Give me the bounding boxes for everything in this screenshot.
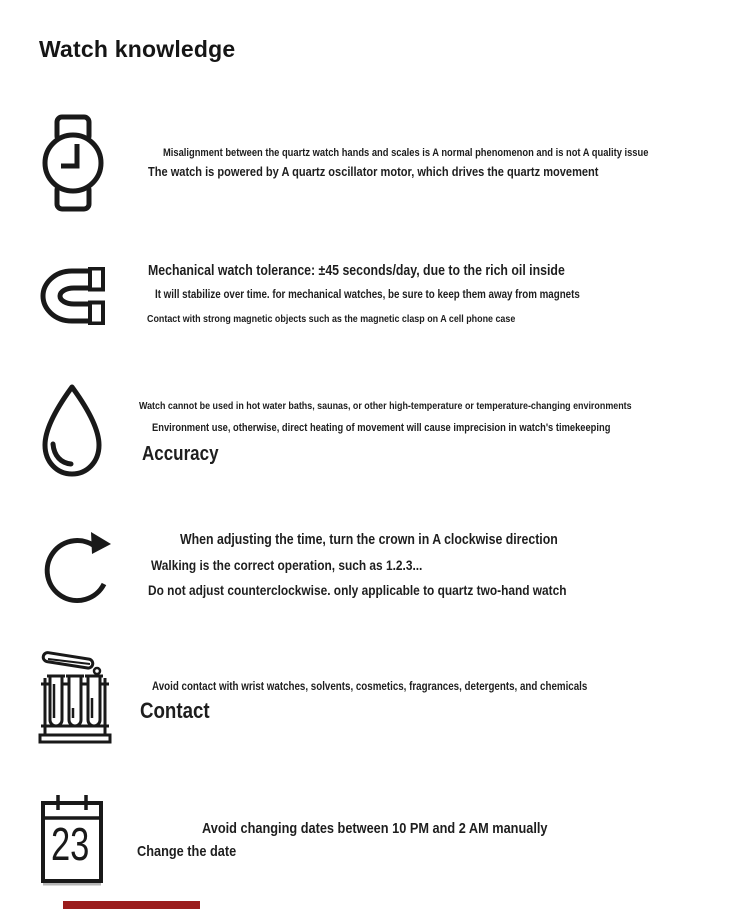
watch-icon (41, 114, 105, 212)
page-title: Watch knowledge (39, 36, 236, 62)
calendar-day-number: 23 (51, 818, 90, 870)
walking-operation-text: Walking is the correct operation, such as 1.2.3... (151, 557, 423, 573)
change-date-label: Change the date (137, 843, 237, 860)
water-drop-icon (40, 383, 104, 478)
chemicals-warning-note: Avoid contact with wrist watches, solvents, cosmetics, fragrances, detergents, and chemicals (152, 681, 588, 693)
test-tubes-icon (38, 646, 112, 744)
partial-red-banner (63, 901, 200, 909)
contact-heading: Contact (140, 698, 210, 723)
magnet-contact-note: Contact with strong magnetic objects such as the magnetic clasp on A cell phone case (147, 313, 516, 325)
tolerance-text: Mechanical watch tolerance: ±45 seconds/day, due to the rich oil inside (148, 263, 565, 279)
hot-water-warning-note: Watch cannot be used in hot water baths, saunas, or other high-temperature or temperature-changing environments (139, 400, 632, 412)
magnet-icon (40, 267, 106, 325)
quartz-movement-text: The watch is powered by A quartz oscillator motor, which drives the quartz movement (148, 164, 599, 179)
clockwise-arrow-icon (42, 524, 114, 610)
quartz-misalignment-note: Misalignment between the quartz watch hands and scales is A normal phenomenon and is not A quality issue (163, 147, 649, 159)
environment-use-text: Environment use, otherwise, direct heating of movement will cause imprecision in watch's timekeeping (152, 422, 611, 434)
counterclockwise-warning-text: Do not adjust counterclockwise. only applicable to quartz two-hand watch (148, 582, 567, 598)
magnet-warning-text: It will stabilize over time. for mechanical watches, be sure to keep them away from magnets (155, 289, 580, 301)
accuracy-heading: Accuracy (142, 443, 219, 465)
crown-clockwise-text: When adjusting the time, turn the crown in A clockwise direction (180, 532, 558, 548)
calendar-icon (40, 793, 104, 888)
date-change-warning-text: Avoid changing dates between 10 PM and 2 AM manually (202, 820, 548, 837)
